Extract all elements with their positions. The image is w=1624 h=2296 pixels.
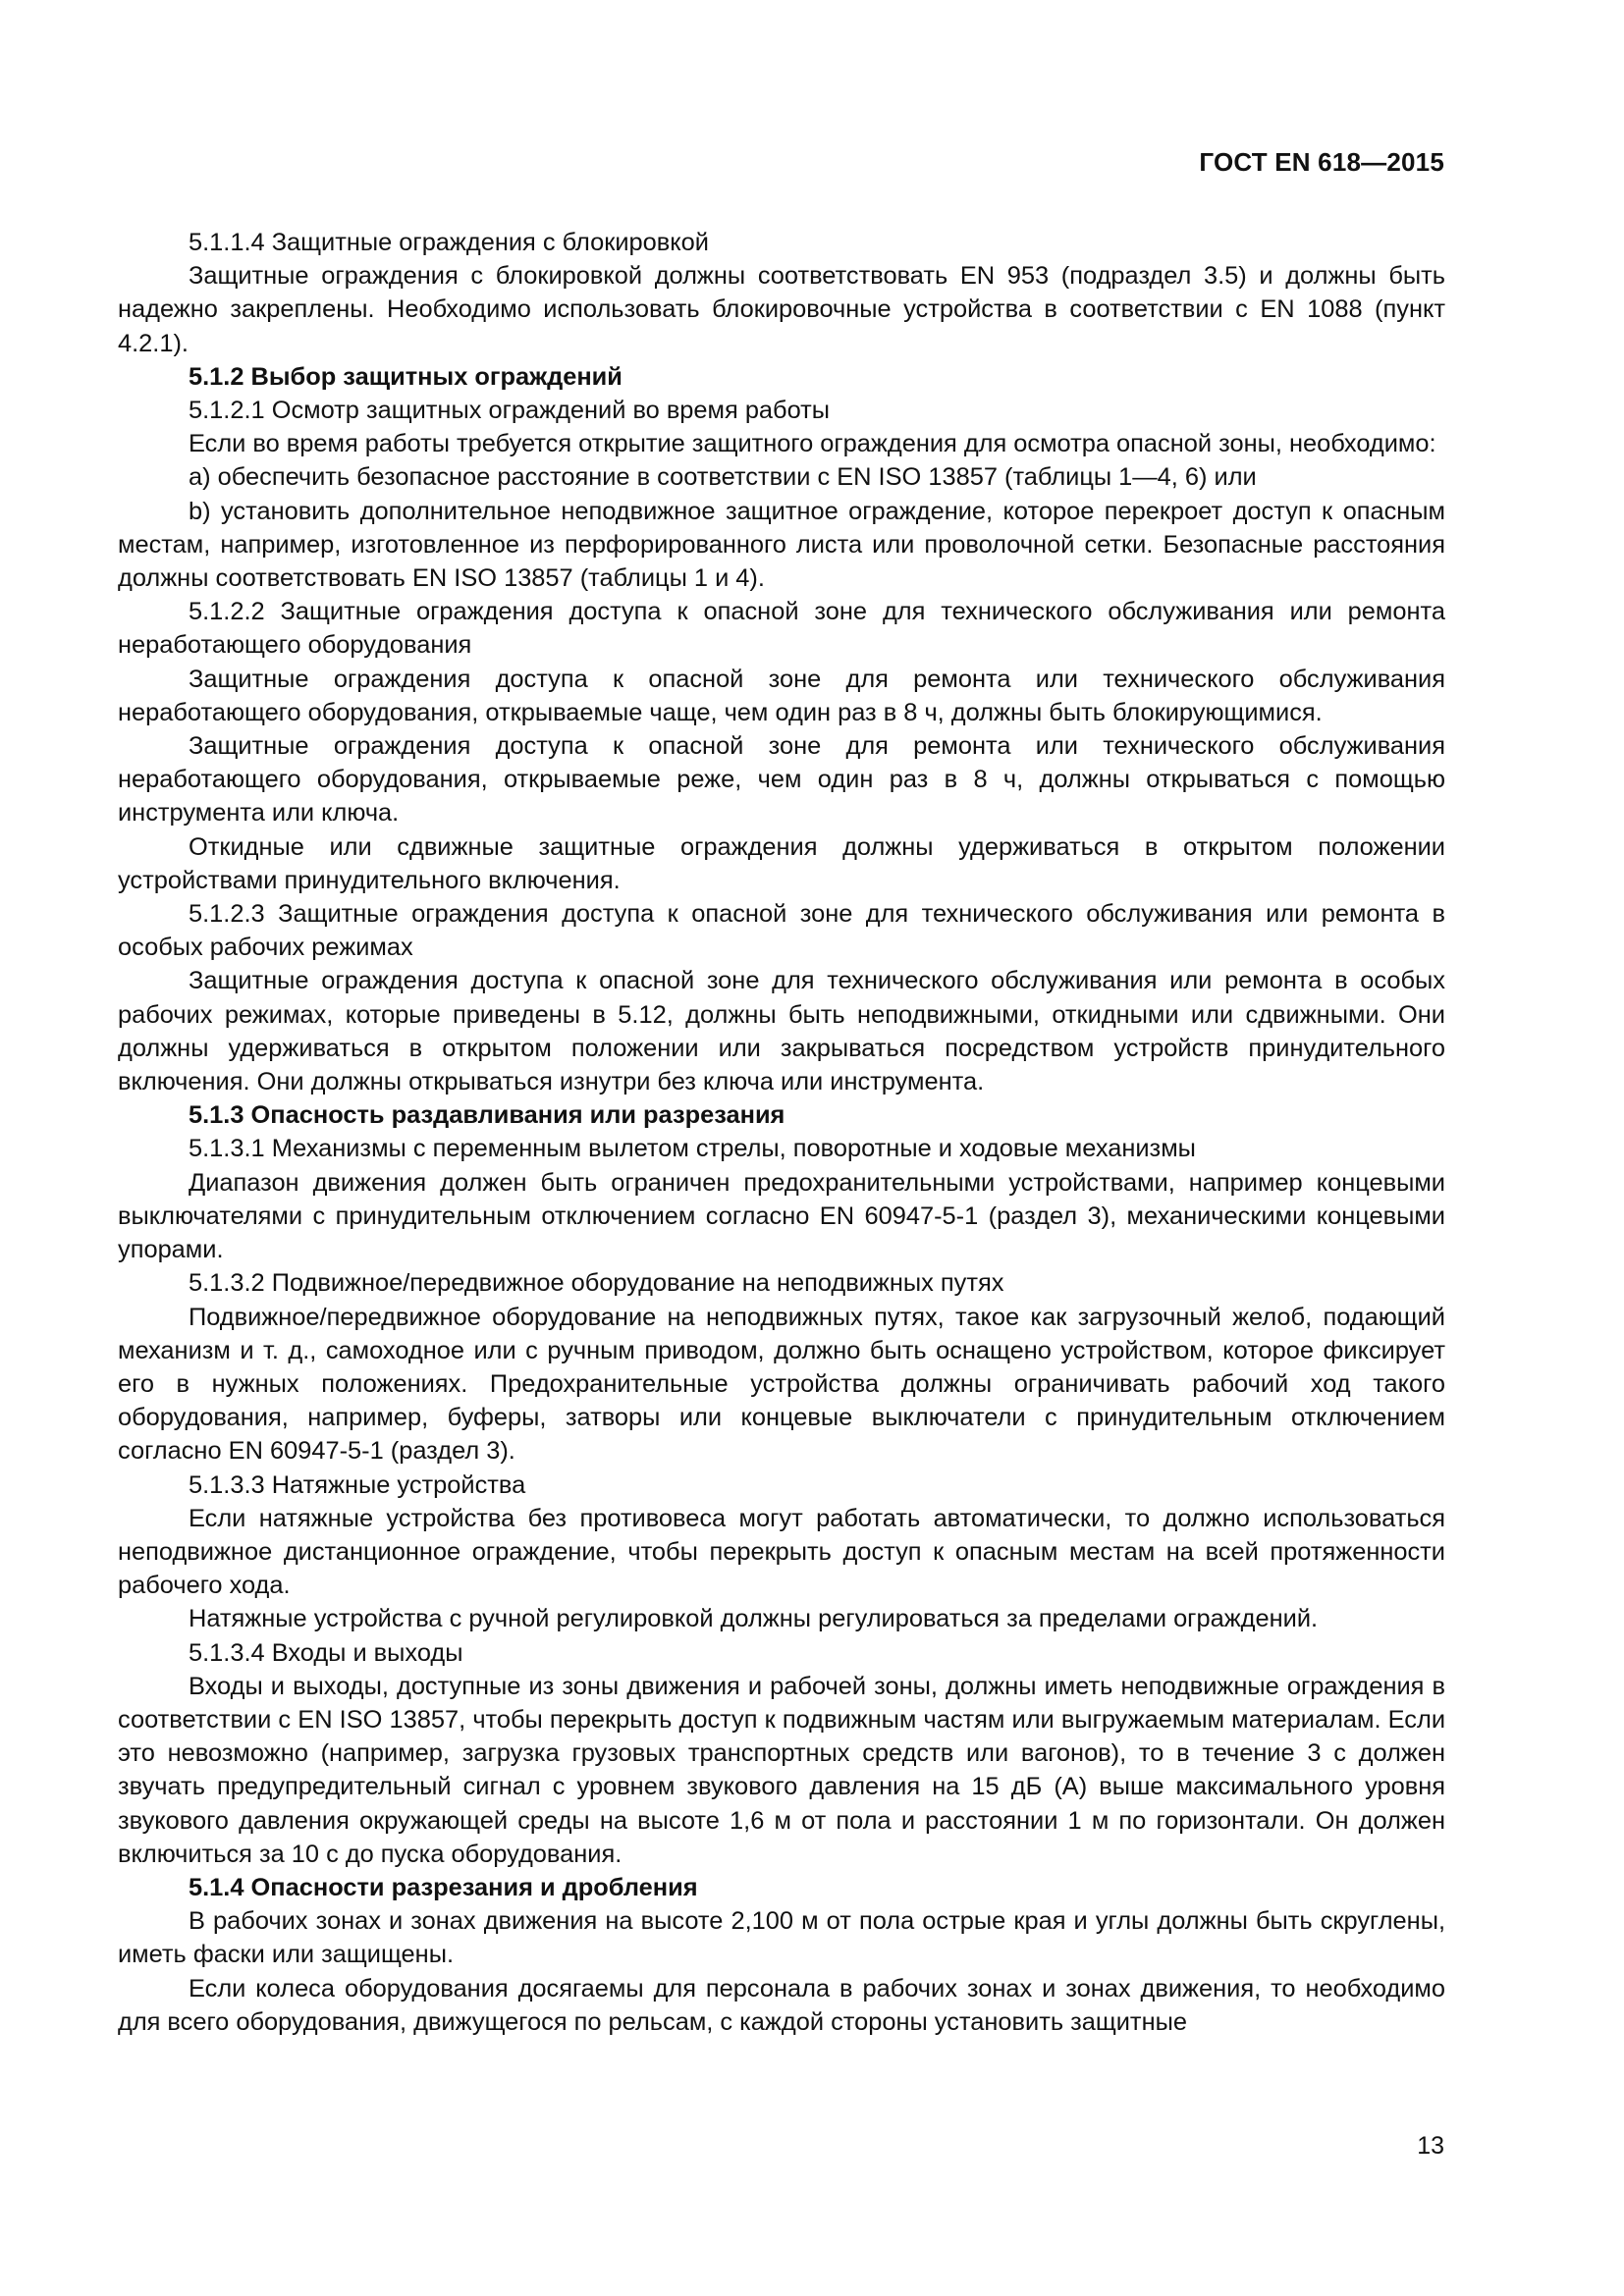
heading-5-1-2-1: 5.1.2.1 Осмотр защитных ограждений во время работы <box>189 397 831 425</box>
section-heading-5-1-3: 5.1.3 Опасность раздавливания или разрезания <box>189 1101 785 1130</box>
document-header: ГОСТ EN 618—2015 <box>1199 147 1444 177</box>
paragraph: Подвижное/передвижное оборудование на неподвижных путях, такое как загрузочный желоб, подающий механизм и т. д., самоходное или с ручным приводом, должно быть оснащено устройством, которое фиксирует его в нужных положениях. Предохранительные устройства должны ограничивать рабочий ход такого оборудования, например, буферы, затворы или концевые выключатели с принудительным отключением согласно EN 60947-5-1 (раздел 3). <box>118 1303 1445 1466</box>
paragraph: Входы и выходы, доступные из зоны движения и рабочей зоны, должны иметь неподвижные ограждения в соответствии с EN ISO 13857, чтобы перекрыть доступ к подвижным частям или выгружаемым материалам. Если это невозможно (например, загрузка грузовых транспортных средств или вагонов), то в течение 3 с должен звучать предупредительный сигнал с уровнем звукового давления на 15 дБ (А) выше максимального уровня звукового давления окружающей среды на высоте 1,6 м от пола и расстоянии 1 м по горизонтали. Он должен включиться за 10 с до пуска оборудования. <box>118 1672 1445 1868</box>
heading-5-1-3-2: 5.1.3.2 Подвижное/передвижное оборудование на неподвижных путях <box>189 1269 1004 1298</box>
section-heading-5-1-2: 5.1.2 Выбор защитных ограждений <box>189 362 623 391</box>
paragraph: Защитные ограждения доступа к опасной зоне для ремонта или технического обслуживания неработающего оборудования, открываемые реже, чем один раз в 8 ч, должны открываться с помощью инструмента или ключа. <box>118 732 1445 828</box>
paragraph: Если колеса оборудования досягаемы для персонала в рабочих зонах и зонах движения, то необходимо для всего оборудования, движущегося по рельсам, с каждой стороны установить защитные <box>118 1974 1445 2036</box>
list-item-a: a) обеспечить безопасное расстояние в соответствии с EN ISO 13857 (таблицы 1—4, 6) или <box>189 463 1257 492</box>
paragraph: Защитные ограждения с блокировкой должны соответствовать EN 953 (подраздел 3.5) и должны быть надежно закреплены. Необходимо использовать блокировочные устройства в соответствии с EN 1088 (пункт 4.2.1). <box>118 262 1445 357</box>
document-body <box>118 226 1445 2039</box>
paragraph: В рабочих зонах и зонах движения на высоте 2,100 м от пола острые края и углы должны быть скруглены, иметь фаски или защищены. <box>118 1907 1445 1969</box>
paragraph: Если во время работы требуется открытие защитного ограждения для осмотра опасной зоны, необходимо: <box>189 430 1436 458</box>
heading-5-1-3-4: 5.1.3.4 Входы и выходы <box>189 1638 463 1667</box>
paragraph: Натяжные устройства с ручной регулировкой должны регулироваться за пределами ограждений. <box>189 1605 1319 1633</box>
page-number: 13 <box>1417 2132 1444 2160</box>
heading-5-1-2-2: 5.1.2.2 Защитные ограждения доступа к опасной зоне для технического обслуживания или ремонта неработающего оборудования <box>118 598 1445 660</box>
paragraph: Диапазон движения должен быть ограничен предохранительными устройствами, например концевыми выключателями с принудительным отключением согласно EN 60947-5-1 (раздел 3), механическими концевыми упорами. <box>118 1168 1445 1264</box>
heading-5-1-2-3: 5.1.2.3 Защитные ограждения доступа к опасной зоне для технического обслуживания или ремонта в особых рабочих режимах <box>118 900 1445 962</box>
paragraph: Откидные или сдвижные защитные ограждения должны удерживаться в открытом положении устройствами принудительного включения. <box>118 832 1445 894</box>
list-item-b: b) установить дополнительное неподвижное защитное ограждение, которое перекроет доступ к опасным местам, например, изготовленное из перфорированного листа или проволочной сетки. Безопасные расстояния должны соответствовать EN ISO 13857 (таблицы 1 и 4). <box>118 497 1445 593</box>
section-heading-5-1-4: 5.1.4 Опасности разрезания и дробления <box>189 1873 698 1901</box>
paragraph: Защитные ограждения доступа к опасной зоне для ремонта или технического обслуживания неработающего оборудования, открываемые чаще, чем один раз в 8 ч, должны быть блокирующимися. <box>118 665 1445 726</box>
heading-5-1-3-1: 5.1.3.1 Механизмы с переменным вылетом стрелы, поворотные и ходовые механизмы <box>189 1135 1196 1163</box>
paragraph: Если натяжные устройства без противовеса могут работать автоматически, то должно использоваться неподвижное дистанционное ограждение, чтобы перекрыть доступ к опасным местам на всей протяженности рабочего хода. <box>118 1504 1445 1600</box>
paragraph: Защитные ограждения доступа к опасной зоне для технического обслуживания или ремонта в особых рабочих режимах, которые приведены в 5.12, должны быть неподвижными, откидными или сдвижными. Они должны удерживаться в открытом положении или закрываться посредством устройств принудительного включения. Они должны открываться изнутри без ключа или инструмента. <box>118 967 1445 1096</box>
heading-5-1-1-4: 5.1.1.4 Защитные ограждения с блокировкой <box>189 229 709 256</box>
heading-5-1-3-3: 5.1.3.3 Натяжные устройства <box>189 1470 526 1499</box>
